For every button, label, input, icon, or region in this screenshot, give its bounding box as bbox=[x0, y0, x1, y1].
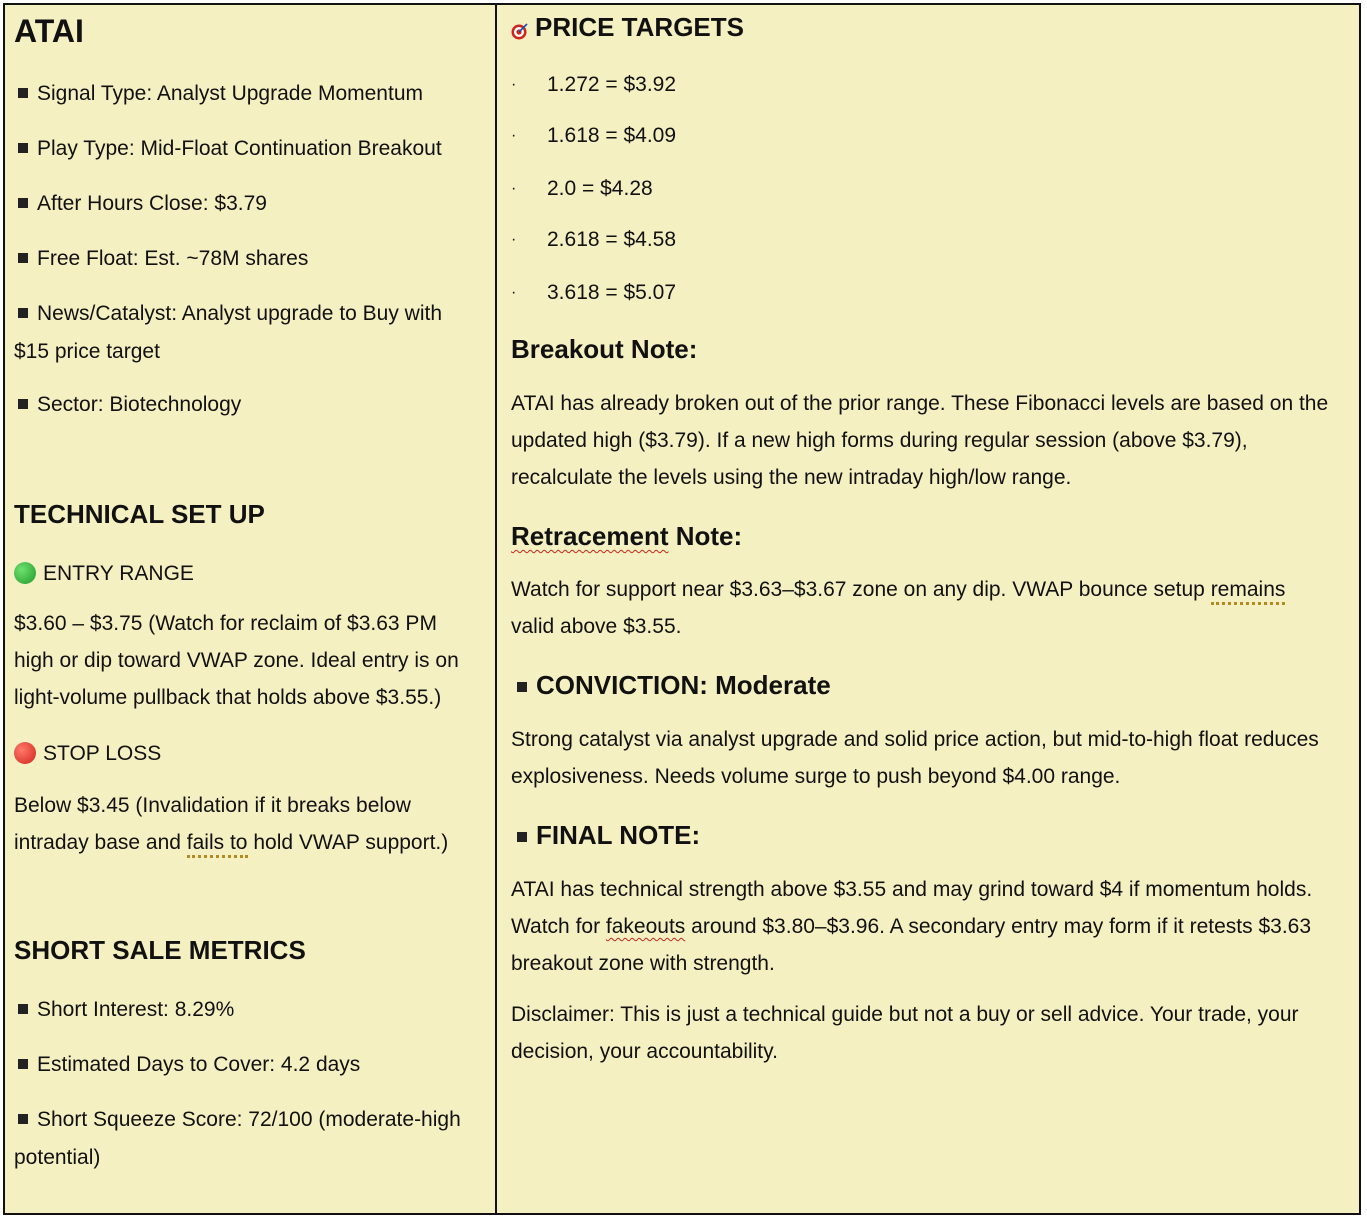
green-circle-icon bbox=[14, 562, 36, 584]
document-frame bbox=[3, 3, 1361, 1215]
square-bullet-icon bbox=[18, 88, 28, 98]
target-level: · 2.0 = $4.28 bbox=[511, 177, 653, 200]
dot-bullet-icon: · bbox=[511, 231, 517, 248]
spelling-flag: Retracement bbox=[511, 521, 669, 551]
square-bullet-icon bbox=[18, 1004, 28, 1014]
square-bullet-icon bbox=[18, 253, 28, 263]
target-level: · 2.618 = $4.58 bbox=[511, 228, 677, 251]
breakout-text: ATAI has already broken out of the prior range. These Fibonacci levels are based on the updated high ($3.79). If a new high forms during regular session (above $3.79), recalculate the levels using the new intraday high/low range. bbox=[511, 392, 1329, 489]
square-bullet-icon bbox=[517, 832, 527, 842]
price-targets-heading: PRICE TARGETS bbox=[511, 12, 744, 43]
square-bullet-icon bbox=[18, 1059, 28, 1069]
play-type: Play Type: Mid-Float Continuation Breakout bbox=[18, 137, 442, 161]
square-bullet-icon bbox=[18, 399, 28, 409]
square-bullet-icon bbox=[18, 143, 28, 153]
spelling-flag: fakeouts bbox=[605, 915, 686, 938]
retracement-heading: Retracement Note: bbox=[511, 521, 743, 551]
news-catalyst: News/Catalyst: Analyst upgrade to Buy with bbox=[18, 302, 442, 326]
square-bullet-icon bbox=[18, 308, 28, 318]
entry-range-text: $3.60 – $3.75 (Watch for reclaim of $3.63 PM high or dip toward VWAP zone. Ideal entry is on light-volume pullback that holds above $3.55.) bbox=[14, 612, 459, 709]
technical-heading: TECHNICAL SET UP bbox=[14, 499, 265, 529]
final-note-text: ATAI has technical strength above $3.55 and may grind toward $4 if momentum holds. Watch for fakeouts around $3.80–$3.96. A secondary entry may form if it retests $3.63 breakout zone with strength. bbox=[511, 878, 1313, 975]
sector: Sector: Biotechnology bbox=[18, 393, 241, 417]
square-bullet-icon bbox=[517, 682, 527, 692]
news-catalyst-continued: $15 price target bbox=[14, 340, 160, 363]
dot-bullet-icon: · bbox=[511, 127, 517, 144]
breakout-heading: Breakout Note: bbox=[511, 334, 698, 364]
squeeze-score: Short Squeeze Score: 72/100 (moderate-high bbox=[18, 1108, 461, 1132]
dot-bullet-icon: · bbox=[511, 284, 517, 301]
short-interest: Short Interest: 8.29% bbox=[18, 998, 234, 1022]
free-float: Free Float: Est. ~78M shares bbox=[18, 247, 308, 271]
target-level: · 1.618 = $4.09 bbox=[511, 124, 677, 147]
stop-loss-label: STOP LOSS bbox=[14, 742, 161, 766]
after-hours-close: After Hours Close: $3.79 bbox=[18, 192, 267, 216]
conviction-heading: CONVICTION: Moderate bbox=[517, 670, 831, 701]
retracement-text: Watch for support near $3.63–$3.67 zone on any dip. VWAP bounce setup remains valid above $3.55. bbox=[511, 578, 1286, 638]
grammar-flag: remains bbox=[1211, 578, 1286, 605]
red-circle-icon bbox=[14, 742, 36, 764]
final-note-heading: FINAL NOTE: bbox=[517, 820, 700, 851]
dot-bullet-icon: · bbox=[511, 180, 517, 197]
target-level: · 1.272 = $3.92 bbox=[511, 73, 677, 96]
square-bullet-icon bbox=[18, 1114, 28, 1124]
grammar-flag: fails to bbox=[187, 831, 248, 858]
signal-type: Signal Type: Analyst Upgrade Momentum bbox=[18, 82, 423, 106]
right-column bbox=[497, 5, 1359, 1213]
conviction-text: Strong catalyst via analyst upgrade and solid price action, but mid-to-high float reduces explosiveness. Needs volume surge to push beyond $4.00 range. bbox=[511, 728, 1319, 788]
dot-bullet-icon: · bbox=[511, 76, 517, 93]
disclaimer-text: Disclaimer: This is just a technical guide but not a buy or sell advice. Your trade, your decision, your accountability. bbox=[511, 1003, 1299, 1063]
target-icon bbox=[511, 22, 529, 40]
squeeze-score-continued: potential) bbox=[14, 1146, 101, 1169]
entry-range-label: ENTRY RANGE bbox=[14, 562, 194, 586]
target-level: · 3.618 = $5.07 bbox=[511, 281, 677, 304]
square-bullet-icon bbox=[18, 198, 28, 208]
left-column bbox=[5, 5, 497, 1213]
days-to-cover: Estimated Days to Cover: 4.2 days bbox=[18, 1053, 360, 1077]
stop-loss-text: Below $3.45 (Invalidation if it breaks below intraday base and fails to hold VWAP support.) bbox=[14, 787, 484, 861]
short-sale-heading: SHORT SALE METRICS bbox=[14, 935, 306, 965]
ticker-title: ATAI bbox=[14, 13, 84, 49]
